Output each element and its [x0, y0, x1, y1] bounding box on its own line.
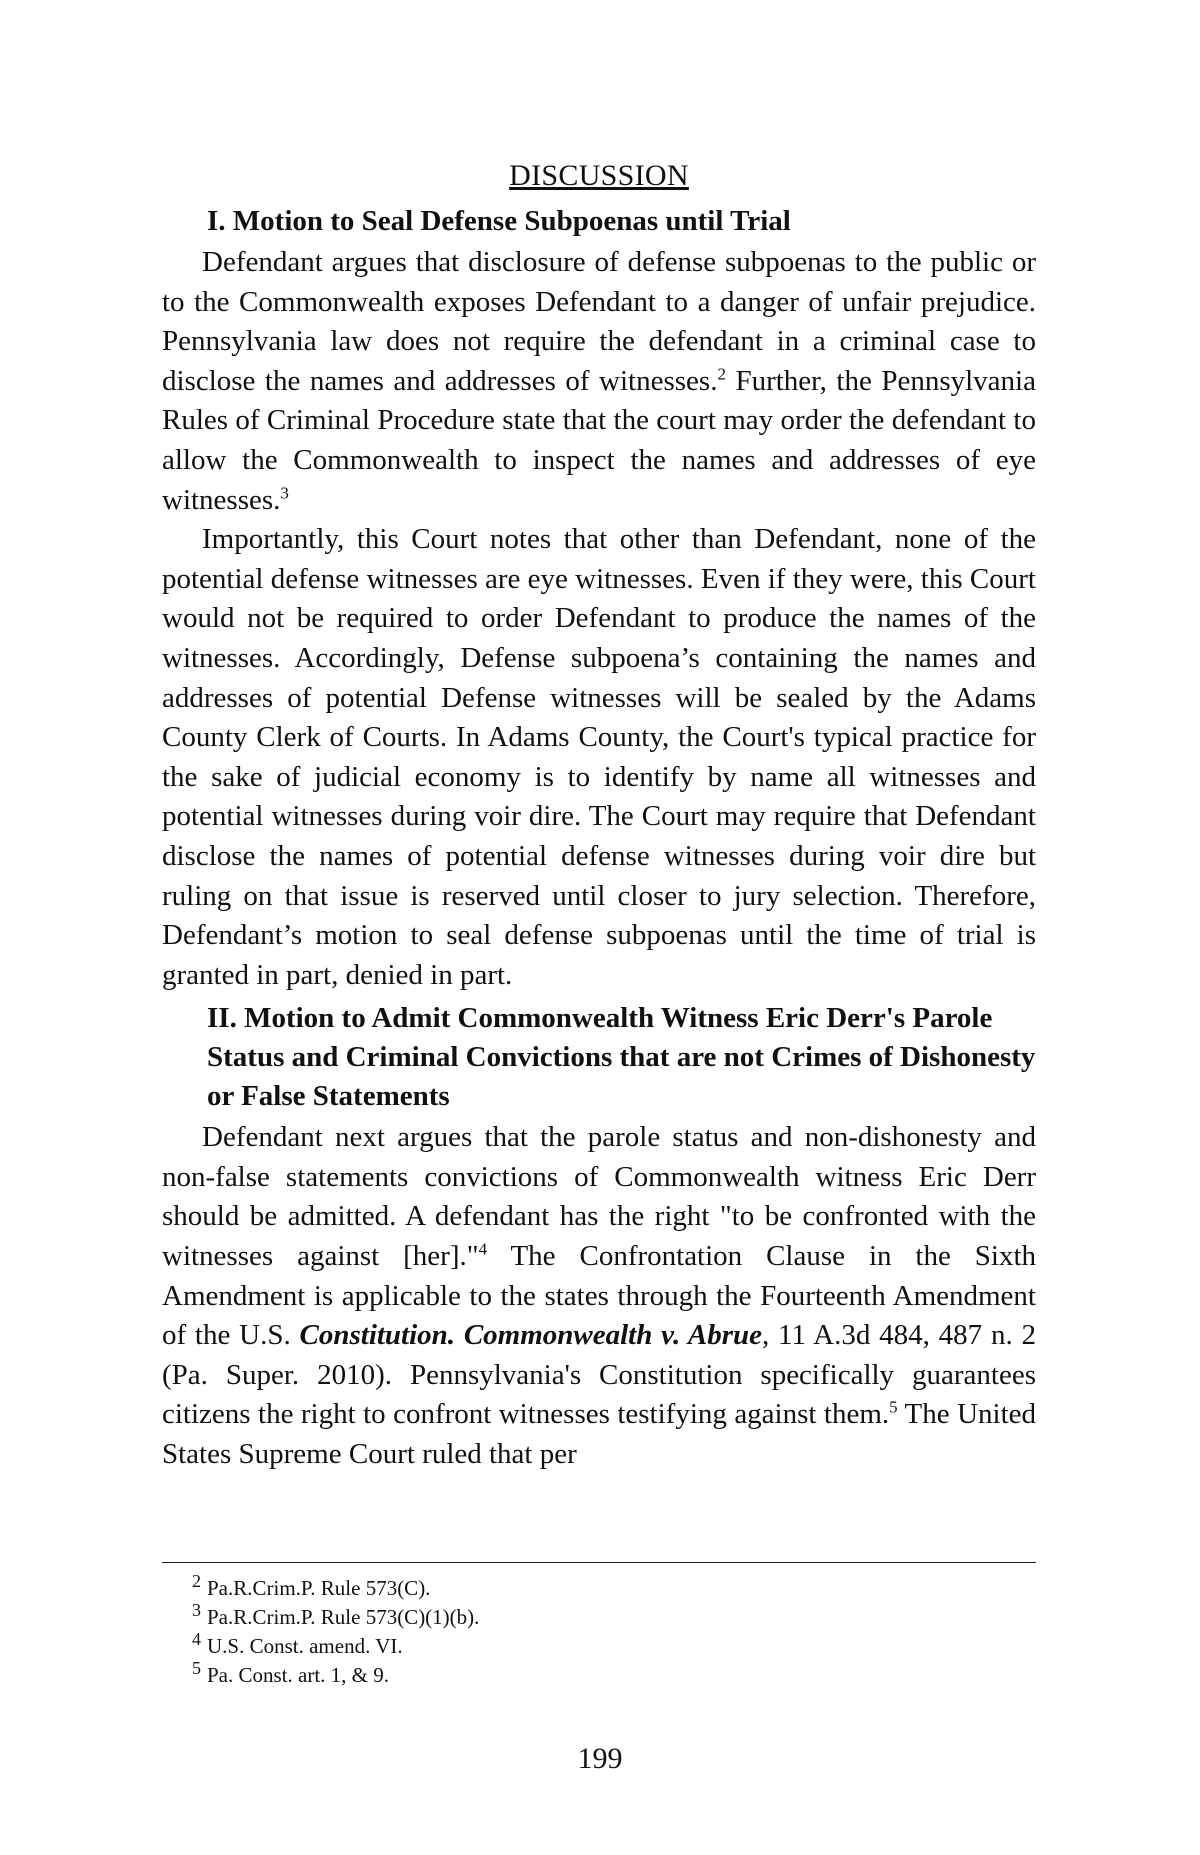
page-body	[162, 158, 1036, 1475]
footnote-ref-4[interactable]: 4	[478, 1239, 488, 1259]
page-number: 199	[577, 1742, 623, 1775]
footnote-ref-5[interactable]: 5	[889, 1397, 898, 1417]
footnote-number: 5	[192, 1658, 201, 1678]
paragraph-text: Defendant argues that disclosure of defense subpoenas to the public or to the Commonwealth exposes Defendant to a danger of unfair prejudice. Pennsylvania law does not require the defendant in a criminal case to disclose the names and addresses of witnesses.	[162, 246, 1036, 397]
section-2-heading: II. Motion to Admit Commonwealth Witness Eric Derr's Parole Status and Criminal Convictions that are not Crimes of Dishonesty or False Statements	[207, 1002, 1036, 1113]
footnote-number: 4	[192, 1629, 201, 1649]
footnote-ref-2[interactable]: 2	[717, 364, 726, 384]
discussion-title: DISCUSSION	[509, 159, 689, 192]
footnote-text: Pa.R.Crim.P. Rule 573(C).	[207, 1576, 431, 1600]
footnote-ref-3[interactable]: 3	[280, 482, 289, 502]
footnote-number: 2	[192, 1571, 201, 1591]
section-2-paragraph-1	[162, 1118, 1036, 1474]
footnote-text: Pa.R.Crim.P. Rule 573(C)(1)(b).	[207, 1605, 480, 1629]
paragraph-text: The Confrontation Clause in the Sixth Amendment is applicable to the states through the Fourteenth Amendment of the U.S.	[162, 1240, 1037, 1352]
footnote-text: Pa. Const. art. 1, & 9.	[207, 1663, 389, 1687]
footnote-divider	[162, 1562, 1036, 1563]
paragraph-text: Further, the Pennsylvania Rules of Criminal Procedure state that the court may order the defendant to allow the Commonwealth to inspect the names and addresses of eye witnesses.	[162, 364, 1036, 516]
footnote-item	[192, 1600, 1012, 1632]
footnote-number: 3	[192, 1600, 201, 1620]
section-1-heading: I. Motion to Seal Defense Subpoenas until Trial	[207, 205, 791, 237]
paragraph-text: Defendant next argues that the parole status and non-dishonesty and non-false statements convictions of Commonwealth witness Eric Derr should be admitted. A defendant has the right "to be confronted with the witnesses against [her]."	[162, 1121, 1036, 1273]
paragraph-text: The United States Supreme Court ruled that per	[162, 1398, 1037, 1471]
section-1-paragraph-1	[162, 243, 1036, 520]
footnote-text: U.S. Const. amend. VI.	[207, 1634, 403, 1658]
case-citation: Constitution. Commonwealth v. Abrue	[299, 1319, 763, 1352]
footnote-item	[192, 1658, 1012, 1690]
footnote-item	[192, 1629, 1012, 1661]
footnotes	[192, 1571, 1012, 1690]
paragraph-text: , 11 A.3d 484, 487 n. 2 (Pa. Super. 2010). Pennsylvania's Constitution specifically guarantees citizens the right to confront witnesses testifying against them.	[162, 1319, 1036, 1431]
section-1-paragraph-2: Importantly, this Court notes that other than Defendant, none of the potential defense witnesses are eye witnesses. Even if they were, this Court would not be required to order Defendant to produce the names of the witnesses. Accordingly, Defense subpoena’s containing the names and addresses of potential Defense witnesses will be sealed by the Adams County Clerk of Courts. In Adams County, the Court's typical practice for the sake of judicial economy is to identify by name all witnesses and potential witnesses during voir dire. The Court may require that Defendant disclose the names of potential defense witnesses during voir dire but ruling on that issue is reserved until closer to jury selection. Therefore, Defendant’s motion to seal defense subpoenas until the time of trial is granted in part, denied in part.	[162, 523, 1036, 991]
footnote-item	[192, 1571, 1012, 1603]
